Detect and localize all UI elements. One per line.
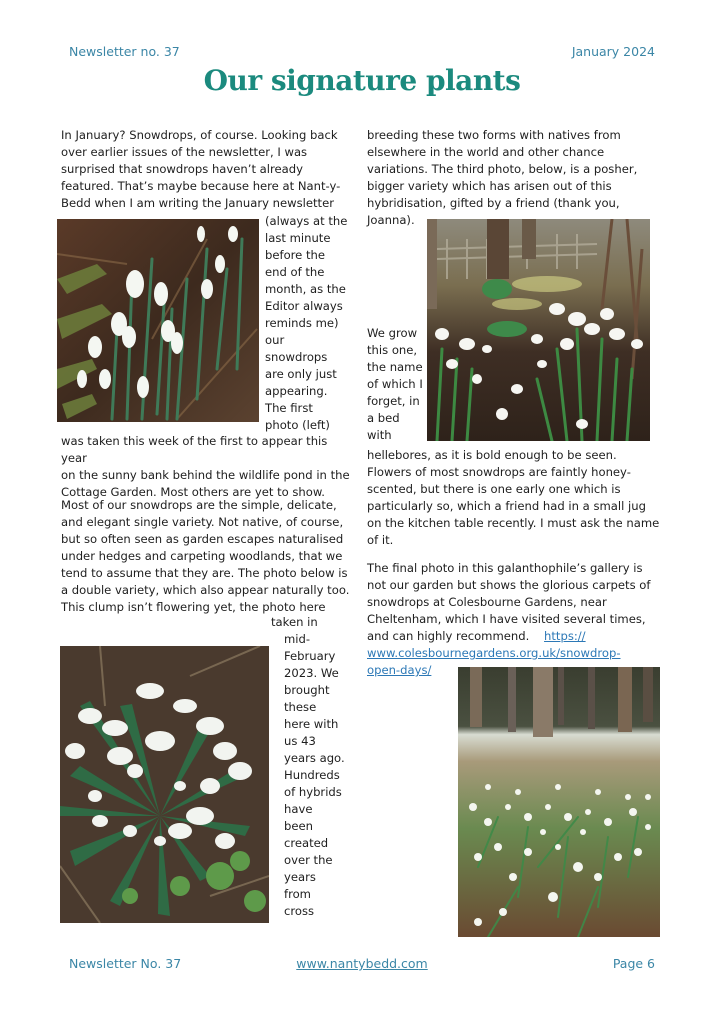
- colesbourne-gardens-photo: [458, 667, 660, 937]
- page-title: Our signature plants: [203, 64, 521, 97]
- text-line: have: [284, 802, 313, 816]
- text-line: over earlier issues of the newsletter, I was: [61, 145, 308, 159]
- text-line: hybridisation, gifted by a friend (thank you,: [367, 196, 620, 210]
- col1-beside-photo2: [284, 631, 354, 920]
- text-line: years: [284, 870, 316, 884]
- text-line: scented, but there is one early one which is: [367, 482, 621, 496]
- text-line: variations. The third photo, below, is a posher,: [367, 162, 638, 176]
- col1-intro: [61, 127, 351, 212]
- text-line: Bedd when I am writing the January newsletter: [61, 196, 335, 210]
- text-line: featured. That’s maybe because here at Nant-y-: [61, 179, 341, 193]
- header-newsletter-number: Newsletter no. 37: [69, 44, 180, 59]
- text-line: and can highly recommend.: [367, 629, 530, 643]
- text-line: breeding these two forms with natives from: [367, 128, 621, 142]
- text-line: with: [367, 428, 392, 442]
- text-line: bigger variety which has arisen out of this: [367, 179, 612, 193]
- text-line: elsewhere in the world and other chance: [367, 145, 605, 159]
- text-line: on the kitchen table recently. I must ask the name: [367, 516, 660, 530]
- col2-beside-photo3: [367, 325, 427, 444]
- text-line: before the: [265, 248, 326, 262]
- text-line: are only just: [265, 367, 337, 381]
- text-line: Most of our snowdrops are the simple, delicate,: [61, 498, 337, 512]
- text-line: this one,: [367, 343, 418, 357]
- snowdrops-bank-photo: [57, 219, 259, 422]
- text-line: The first: [265, 401, 313, 415]
- text-line: photo (left): [265, 418, 330, 432]
- text-line: under hedges and carpeting woodlands, that we: [61, 549, 343, 563]
- link-line[interactable]: open-days/: [367, 663, 432, 677]
- text-line: Cheltenham, which I have visited several times,: [367, 612, 646, 626]
- text-line: not our garden but shows the glorious carpets of: [367, 578, 651, 592]
- text-line: these: [284, 700, 317, 714]
- text-line: last minute: [265, 231, 331, 245]
- text-line: our: [265, 333, 285, 347]
- col1-para2: [61, 497, 351, 616]
- text-line: cross: [284, 904, 315, 918]
- text-line: (always at the: [265, 214, 348, 228]
- text-line: tend to assume that they are. The photo below is: [61, 566, 348, 580]
- text-line: the name: [367, 360, 423, 374]
- text-line: created: [284, 836, 329, 850]
- text-line: of hybrids: [284, 785, 342, 799]
- footer-website-link[interactable]: www.nantybedd.com: [296, 956, 428, 971]
- text-line: Cottage Garden. Most others are yet to show.: [61, 485, 325, 499]
- text-line: a bed: [367, 411, 400, 425]
- text-line: February: [284, 649, 336, 663]
- text-line: mid-: [284, 632, 311, 646]
- text-line: over the: [284, 853, 333, 867]
- col2-para3: [367, 560, 667, 679]
- text-line: 2023. We: [284, 666, 339, 680]
- text-line: was taken this week of the first to appear this year: [61, 434, 328, 465]
- text-line: This clump isn’t flowering yet, the photo here: [61, 600, 326, 614]
- text-line: In January? Snowdrops, of course. Looking back: [61, 128, 338, 142]
- col1-beside-photo1: [265, 213, 355, 434]
- text-line: of which I: [367, 377, 423, 391]
- header-date: January 2024: [571, 44, 655, 59]
- posher-snowdrops-image: [427, 219, 650, 441]
- link-line[interactable]: https://: [544, 629, 586, 643]
- double-snowdrops-image: [60, 646, 269, 923]
- text-line: forget, in: [367, 394, 420, 408]
- colesbourne-gardens-image: [458, 667, 660, 937]
- double-snowdrops-photo: [60, 646, 269, 923]
- text-line: end of the: [265, 265, 325, 279]
- text-line: reminds me): [265, 316, 339, 330]
- link-line[interactable]: www.colesbournegardens.org.uk/snowdrop-: [367, 646, 621, 660]
- text-line: brought: [284, 683, 330, 697]
- posher-snowdrops-photo: [427, 219, 650, 441]
- footer-newsletter-number: Newsletter No. 37: [69, 956, 182, 971]
- text-line: here with: [284, 717, 339, 731]
- text-line: from: [284, 887, 311, 901]
- text-line: but so often seen as garden escapes naturalised: [61, 532, 344, 546]
- col1-after-photo1: [61, 433, 351, 501]
- text-line: on the sunny bank behind the wildlife pond in the: [61, 468, 350, 482]
- snowdrops-bank-image: [57, 219, 259, 422]
- text-line: surprised that snowdrops haven’t already: [61, 162, 303, 176]
- text-line: appearing.: [265, 384, 328, 398]
- col1-taken-in: taken in: [271, 615, 318, 629]
- text-line: We grow: [367, 326, 418, 340]
- text-line: a double variety, which also appear naturally too.: [61, 583, 350, 597]
- footer-page-number: Page 6: [612, 956, 655, 971]
- text-line: hellebores, as it is bold enough to be seen.: [367, 448, 617, 462]
- text-line: Flowers of most snowdrops are faintly honey-: [367, 465, 631, 479]
- text-line: Joanna).: [367, 213, 415, 227]
- text-line: particularly so, which a friend had in a small jug: [367, 499, 646, 513]
- text-line: years ago.: [284, 751, 345, 765]
- text-line: and elegant single variety. Not native, of course,: [61, 515, 344, 529]
- text-line: Editor always: [265, 299, 343, 313]
- col2-para1: [367, 127, 667, 229]
- text-line: The final photo in this galanthophile’s gallery is: [367, 561, 643, 575]
- text-line: Hundreds: [284, 768, 340, 782]
- text-line: us 43: [284, 734, 316, 748]
- text-line: snowdrops at Colesbourne Gardens, near: [367, 595, 607, 609]
- col2-after-photo3: [367, 447, 667, 549]
- text-line: been: [284, 819, 313, 833]
- text-line: snowdrops: [265, 350, 328, 364]
- text-line: month, as the: [265, 282, 346, 296]
- text-line: of it.: [367, 533, 394, 547]
